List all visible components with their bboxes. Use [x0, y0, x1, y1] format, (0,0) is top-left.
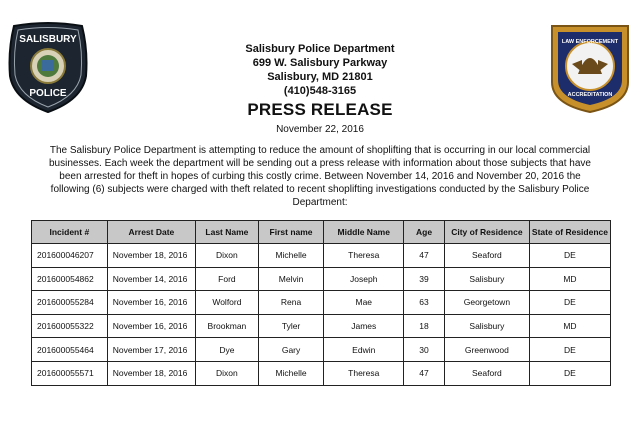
col-middle-name: Middle Name [324, 221, 404, 244]
incident-cell: 201600055464 [32, 338, 108, 362]
last-name-cell: Ford [196, 267, 259, 291]
age-cell: 63 [404, 291, 445, 315]
table-row [32, 244, 611, 268]
table-header-row [32, 221, 611, 244]
last-name-cell: Dixon [196, 244, 259, 268]
last-name-cell: Dixon [196, 361, 259, 385]
table-row [32, 314, 611, 338]
table-row [32, 361, 611, 385]
address-line-1: 699 W. Salisbury Parkway [252, 57, 388, 69]
col-age: Age [404, 221, 445, 244]
state-cell: DE [529, 338, 610, 362]
state-cell: MD [529, 314, 610, 338]
city-cell: Seaford [444, 244, 529, 268]
arrest-date-cell: November 17, 2016 [107, 338, 195, 362]
age-cell: 18 [404, 314, 445, 338]
table-row [32, 291, 611, 315]
incident-cell: 201600054862 [32, 267, 108, 291]
accreditation-seal-icon [548, 22, 632, 114]
age-cell: 30 [404, 338, 445, 362]
incident-cell: 201600046207 [32, 244, 108, 268]
state-cell: DE [529, 244, 610, 268]
logo-right-bottom-text: ACCREDITATION [567, 92, 613, 98]
city-cell: Salisbury [444, 314, 529, 338]
first-name-cell: Tyler [258, 314, 324, 338]
first-name-cell: Melvin [258, 267, 324, 291]
middle-name-cell: James [324, 314, 404, 338]
col-first-name: First name [258, 221, 324, 244]
middle-name-cell: Edwin [324, 338, 404, 362]
incident-cell: 201600055284 [32, 291, 108, 315]
age-cell: 39 [404, 267, 445, 291]
first-name-cell: Michelle [258, 244, 324, 268]
last-name-cell: Dye [196, 338, 259, 362]
arrest-date-cell: November 16, 2016 [107, 291, 195, 315]
arrest-date-cell: November 16, 2016 [107, 314, 195, 338]
letterhead [150, 42, 490, 98]
last-name-cell: Brookman [196, 314, 259, 338]
table-row [32, 267, 611, 291]
col-state: State of Residence [529, 221, 610, 244]
arrest-date-cell: November 14, 2016 [107, 267, 195, 291]
first-name-cell: Gary [258, 338, 324, 362]
state-cell: DE [529, 291, 610, 315]
middle-name-cell: Theresa [324, 244, 404, 268]
arrest-table [31, 220, 611, 386]
state-cell: DE [529, 361, 610, 385]
state-cell: MD [529, 267, 610, 291]
last-name-cell: Wolford [196, 291, 259, 315]
age-cell: 47 [404, 361, 445, 385]
city-cell: Georgetown [444, 291, 529, 315]
document-title: PRESS RELEASE [247, 100, 393, 119]
org-name: Salisbury Police Department [245, 43, 395, 55]
middle-name-cell: Joseph [324, 267, 404, 291]
city-cell: Greenwood [444, 338, 529, 362]
col-arrest-date: Arrest Date [107, 221, 195, 244]
middle-name-cell: Theresa [324, 361, 404, 385]
col-last-name: Last Name [196, 221, 259, 244]
col-incident: Incident # [32, 221, 108, 244]
incident-cell: 201600055322 [32, 314, 108, 338]
phone-number: (410)548-3165 [283, 85, 357, 97]
release-date: November 22, 2016 [276, 124, 364, 135]
address-line-2: Salisbury, MD 21801 [267, 71, 373, 83]
table-row [32, 338, 611, 362]
age-cell: 47 [404, 244, 445, 268]
body-paragraph: The Salisbury Police Department is attempting to reduce the amount of shoplifting that is occurring in our local commercial businesses. Each week the department will be sending out a press release with information about those subjects that have been arrested for theft in hopes of curbing this costly crime. Between November 14, 2016 and November 20, 2016 the following (6) subjects were charged with theft related to recent shoplifting investigations conducted by the Salisbury Police Department: [49, 145, 591, 208]
first-name-cell: Rena [258, 291, 324, 315]
logo-right-top-text: LAW ENFORCEMENT [561, 39, 619, 45]
arrest-date-cell: November 18, 2016 [107, 361, 195, 385]
city-cell: Salisbury [444, 267, 529, 291]
logo-left-bottom-text: POLICE [29, 88, 67, 99]
salisbury-police-patch-icon [6, 20, 90, 114]
col-city: City of Residence [444, 221, 529, 244]
arrest-date-cell: November 18, 2016 [107, 244, 195, 268]
incident-cell: 201600055571 [32, 361, 108, 385]
city-cell: Seaford [444, 361, 529, 385]
middle-name-cell: Mae [324, 291, 404, 315]
first-name-cell: Michelle [258, 361, 324, 385]
logo-left-top-text: SALISBURY [19, 34, 77, 45]
